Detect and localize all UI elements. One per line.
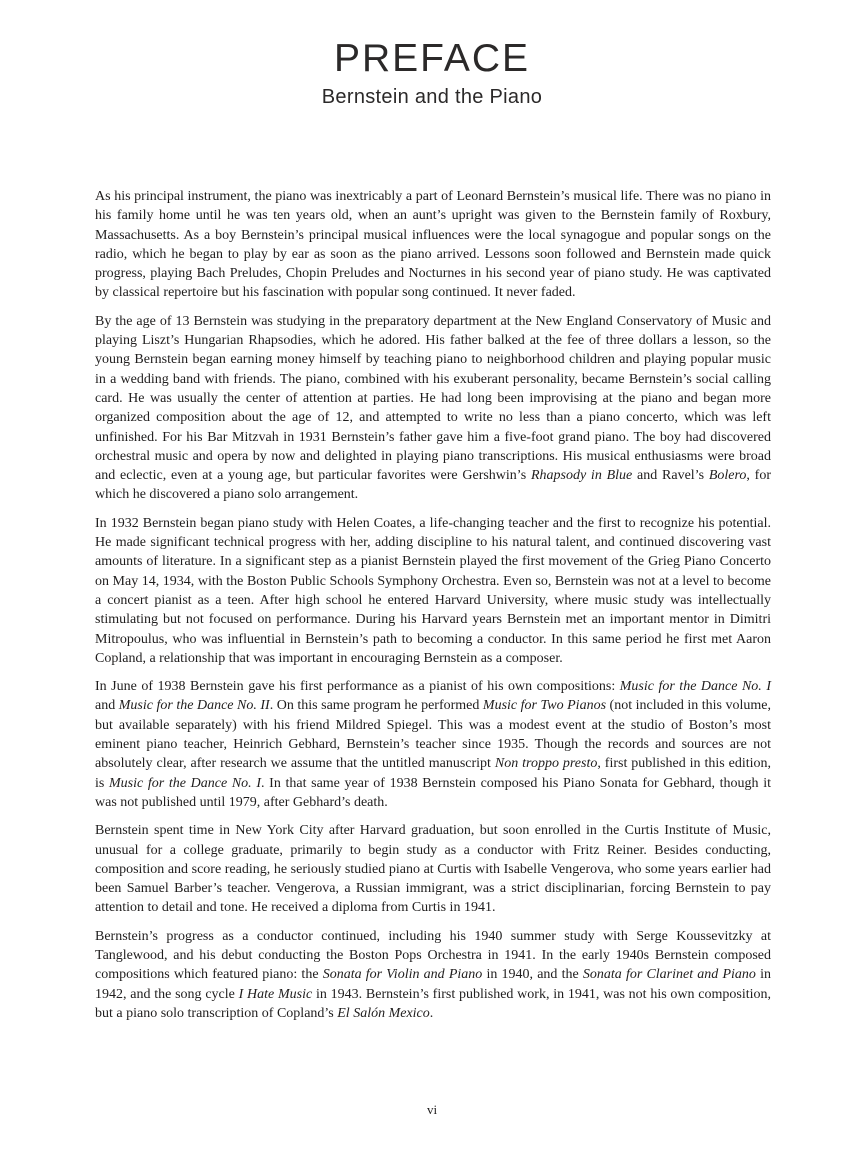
page-header bbox=[0, 38, 864, 109]
paragraph-text: . In that same year of 1938 Bernstein composed his Piano Sonata for Gebhard, though it was not published until 1979, after Gebhard’s death. bbox=[95, 775, 771, 810]
paragraph-text: and Ravel’s bbox=[632, 468, 709, 484]
work-title-italic: Rhapsody in Blue bbox=[530, 468, 633, 484]
work-title-italic: Music for the Dance No. I bbox=[109, 775, 261, 791]
page-number: vi bbox=[426, 1102, 438, 1117]
paragraph-text: Bernstein spent time in New York City after Harvard graduation, but soon enrolled in the Curtis Institute of Music, unusual for a college graduate, primarily to begin study as a conductor with Fritz Reiner. Besides conducting, composition and score reading, he seriously studied piano at Curtis with Isabelle Vengerova, who some years earlier had been Samuel Barber’s teacher. Vengerova, a Russian immigrant, was a strict disciplinarian, forcing Bernstein to pay attention to detail and tone. He received a diploma from Curtis in 1941. bbox=[95, 823, 771, 916]
paragraph-text: , for which he discovered a piano solo arrangement. bbox=[95, 468, 772, 503]
paragraph bbox=[95, 821, 771, 917]
paragraph-text: In June of 1938 Bernstein gave his first performance as a pianist of his own compositions: bbox=[95, 679, 620, 695]
work-title-italic: Sonata for Clarinet and Piano bbox=[582, 967, 756, 983]
page-subtitle: Bernstein and the Piano bbox=[321, 85, 543, 108]
paragraph-text: By the age of 13 Bernstein was studying in the preparatory department at the New England Conservatory of Music and playing Liszt’s Hungarian Rhapsodies, which he adored. His father balked at the fee of three dollars a lesson, so the young Bernstein began earning money himself by teaching piano to neighborhood children and playing popular music in a wedding band with friends. The piano, combined with his exuberant personality, became Bernstein’s social calling card. He was usually the center of attention at parties. He had long been improvising at the piano and began more organized composition about the age of 12, and attempted to write no less than a piano concerto, which was left unfinished. For his Bar Mitzvah in 1931 Bernstein’s father gave him a five-foot grand piano. The boy had discovered orchestral music and opera by now and delighted in playing piano transcriptions. His musical enthusiasms were broad and eclectic, even at a young age, but particular favorites were Gershwin’s bbox=[95, 313, 771, 484]
work-title-italic: I Hate Music bbox=[238, 986, 313, 1002]
work-title-italic: Music for the Dance No. I bbox=[619, 679, 771, 695]
work-title-italic: Music for Two Pianos bbox=[482, 698, 607, 714]
paragraph bbox=[95, 312, 771, 505]
paragraph-text: (not included in this volume, but available separately) with his friend Mildred Spiegel. This was a modest event at the studio of Boston’s most eminent piano teacher, Heinrich Gebhard, Bernstein’s teacher since 1935. Though the records and sources are not absolutely clear, after research we assume that the untitled manuscript bbox=[95, 698, 771, 772]
paragraph-text: , first published in this edition, is bbox=[95, 756, 771, 791]
work-title-italic: Music for the Dance No. II bbox=[118, 698, 270, 714]
paragraph-text: in 1942, and the song cycle bbox=[95, 967, 771, 1002]
paragraph-text: In 1932 Bernstein began piano study with Helen Coates, a life-changing teacher and the first to recognize his potential. He made significant technical progress with her, adding discipline to his natural talent, and continued discovering vast amounts of literature. In a significant step as a pianist Bernstein played the first movement of the Grieg Piano Concerto on May 14, 1934, with the Boston Public Schools Symphony Orchestra. Even so, Bernstein was not at a level to become a concert pianist as a teen. After high school he entered Harvard University, where music study was intellectually stimulating but not focused on performance. During his Harvard years Bernstein met an important mentor in Dimitri Mitropoulus, who was influential in Bernstein’s path to becoming a conductor. In this same period he first met Aaron Copland, a relationship that was important in encouraging Bernstein as a composer. bbox=[95, 515, 771, 666]
paragraph bbox=[95, 187, 771, 303]
paragraph bbox=[95, 677, 771, 812]
work-title-italic: Non troppo presto bbox=[494, 756, 598, 772]
paragraph-text: . bbox=[429, 1005, 434, 1021]
preface-paragraphs bbox=[95, 187, 771, 1032]
paragraph-text: in 1943. Bernstein’s first published work, in 1941, was not his own composition, but a piano solo transcription of Copland’s bbox=[95, 986, 772, 1021]
paragraph-text: . On this same program he performed bbox=[269, 698, 483, 714]
page-footer bbox=[0, 1102, 864, 1118]
paragraph bbox=[95, 927, 771, 1023]
work-title-italic: Bolero bbox=[708, 468, 747, 484]
paragraph-text: in 1940, and the bbox=[482, 967, 583, 983]
work-title-italic: El Salón Mexico bbox=[337, 1005, 430, 1021]
paragraph bbox=[95, 514, 771, 668]
work-title-italic: Sonata for Violin and Piano bbox=[322, 967, 483, 983]
paragraph-text: As his principal instrument, the piano was inextricably a part of Leonard Bernstein’s musical life. There was no piano in his family home until he was ten years old, when an aunt’s upright was given to the Bernstein family of Roxbury, Massachusetts. As a boy Bernstein’s principal musical influences were the local synagogue and popular songs on the radio, which he began to play by ear as soon as the piano arrived. Lessons soon followed and Bernstein made quick progress, playing Bach Preludes, Chopin Preludes and Nocturnes in his second year of piano study. He was captivated by classical repertoire but his fascination with popular song continued. It never faded. bbox=[95, 189, 771, 301]
paragraph-text: and bbox=[95, 698, 119, 714]
page-title: PREFACE bbox=[333, 37, 531, 80]
paragraph-text: Bernstein’s progress as a conductor continued, including his 1940 summer study with Serge Koussevitzky at Tanglewood, and his debut conducting the Boston Pops Orchestra in 1941. In the early 1940s Bernstein composed compositions which featured piano: the bbox=[95, 928, 771, 983]
